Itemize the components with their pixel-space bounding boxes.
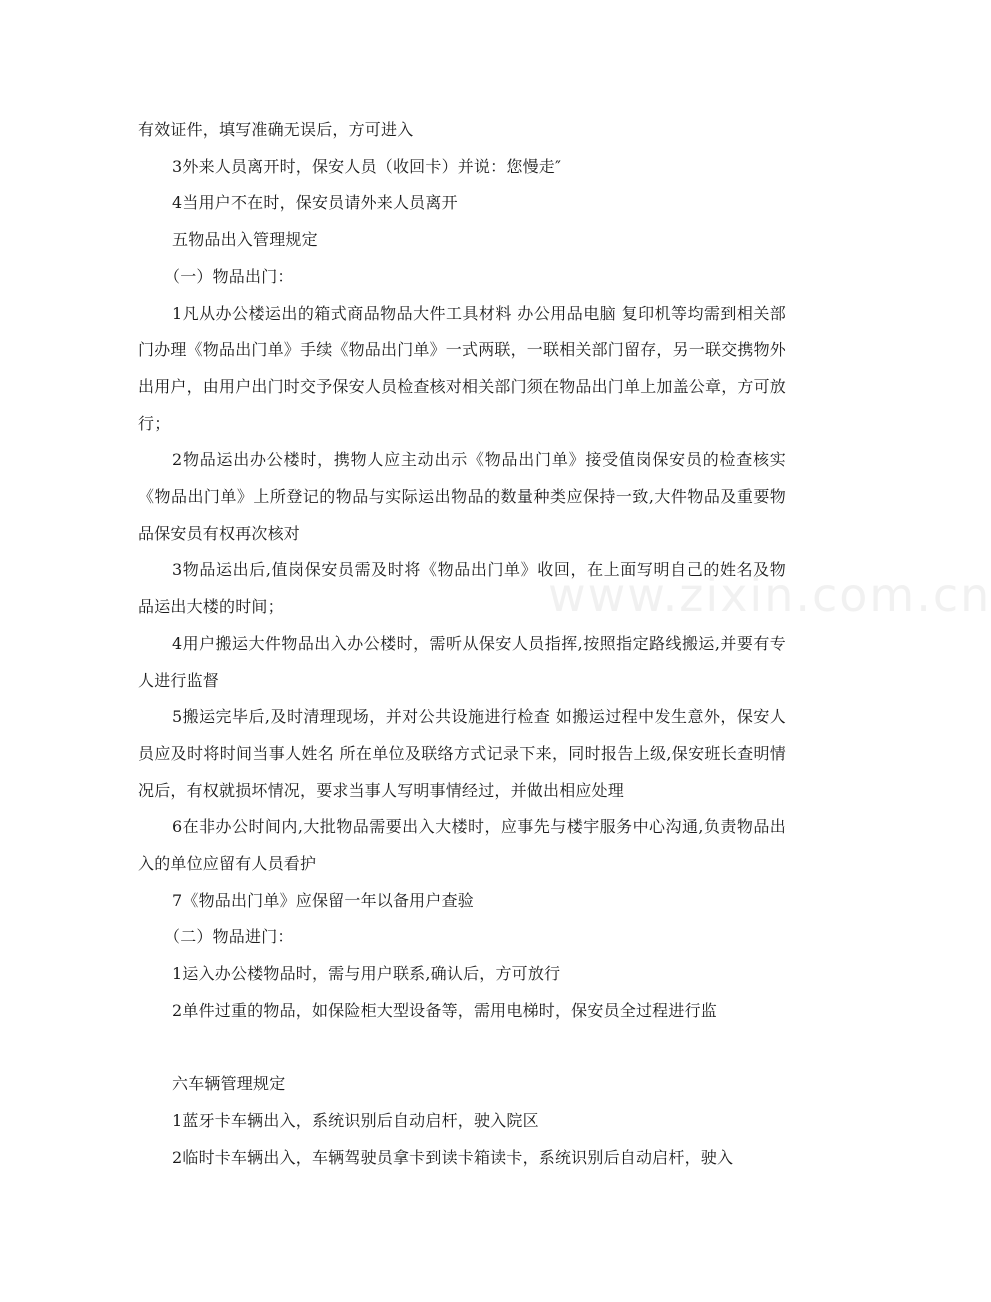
document-body [138, 112, 786, 1176]
paragraph-continuation: 有效证件，填写准确无误后，方可进入 [138, 120, 414, 139]
paragraph-goods-out-5: 5搬运完毕后,及时清理现场，并对公共设施进行检查 如搬运过程中发生意外，保安人员应及时将时间当事人姓名 所在单位及联络方式记录下来，同时报告上级,保安班长查明情况后，有权就损坏情况，要求当事人写明事情经过，并做出相应处理 [138, 707, 786, 800]
paragraph-visitor-leave: 3外来人员离开时，保安人员（收回卡）并说：您慢走″ [172, 156, 562, 176]
paragraph-vehicles-2: 2临时卡车辆出入，车辆驾驶员拿卡到读卡箱读卡，系统识别后自动启杆，驶入 [172, 1147, 734, 1167]
paragraph-goods-out-3: 3物品运出后,值岗保安员需及时将《物品出门单》收回，在上面写明自己的姓名及物品运出大楼的时间； [138, 560, 786, 617]
paragraph-goods-out-6: 6在非办公时间内,大批物品需要出入大楼时，应事先与楼宇服务中心沟通,负责物品出入的单位应留有人员看护 [138, 817, 786, 874]
subsection-heading-goods-in: （二）物品进门： [164, 927, 294, 947]
section-heading-vehicles: 六车辆管理规定 [172, 1074, 286, 1094]
paragraph-goods-out-7: 7《物品出门单》应保留一年以备用户查验 [172, 890, 474, 910]
paragraph-goods-out-2: 2物品运出办公楼时，携物人应主动出示《物品出门单》接受值岗保安员的检查核实《物品出门单》上所登记的物品与实际运出物品的数量种类应保持一致,大件物品及重要物品保安员有权再次核对 [138, 450, 786, 543]
watermark: www.zixin.com.cn [548, 568, 991, 622]
subsection-heading-goods-out: （一）物品出门： [164, 266, 294, 286]
paragraph-gap [138, 1030, 786, 1067]
paragraph-vehicles-1: 1蓝牙卡车辆出入，系统识别后自动启杆，驶入院区 [172, 1110, 539, 1130]
paragraph-goods-in-1: 1运入办公楼物品时，需与用户联系,确认后，方可放行 [172, 964, 561, 984]
paragraph-goods-out-4: 4用户搬运大件物品出入办公楼时，需听从保安人员指挥,按照指定路线搬运,并要有专人进行监督 [138, 633, 786, 690]
section-heading-goods: 五物品出入管理规定 [172, 230, 318, 250]
paragraph-user-absent: 4当用户不在时，保安员请外来人员离开 [172, 193, 458, 213]
paragraph-goods-out-1: 1凡从办公楼运出的箱式商品物品大件工具材料 办公用品电脑 复印机等均需到相关部门办理《物品出门单》手续《物品出门单》一式两联，一联相关部门留存，另一联交携物外出用户，由用户出门时交予保安人员检查核对相关部门须在物品出门单上加盖公章，方可放行； [138, 303, 787, 433]
paragraph-goods-in-2: 2单件过重的物品，如保险柜大型设备等，需用电梯时，保安员全过程进行监 [172, 1000, 717, 1020]
